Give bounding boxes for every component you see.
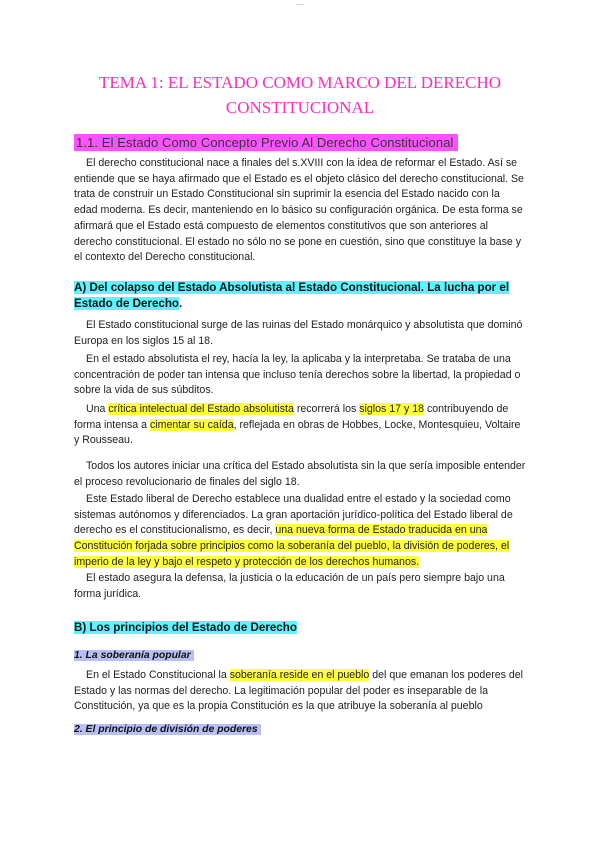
section-a-title: A) Del colapso del Estado Absolutista al Estado Constitucional. La lucha por el Estado de Derecho: [74, 281, 510, 310]
subheading-division-poderes: 2. El principio de división de poderes: [74, 724, 261, 735]
highlight-cimentar: cimentar su caída: [149, 418, 234, 431]
paragraph-b1: [74, 668, 526, 715]
paragraph-a3-text-1: Una: [86, 403, 109, 415]
highlight-critica: crítica intelectual del Estado absolutista: [108, 403, 294, 415]
paragraph-a2-text: En el estado absolutista el rey, hacía la ley, la aplicaba y la interpretaba. Se trataba de una concentración de poder tan intensa que incluso tenía derechos sobre la libertad, la propiedad o sobre la vida de sus súbditos.: [74, 353, 521, 397]
paragraph-a3-text-2: recorrerá los: [293, 403, 360, 415]
header-mark: ....: [296, 0, 304, 7]
paragraph-a3-text-4: , reflejada en obras de Hobbes, Locke, Montesquieu, Voltaire y Rousseau.: [74, 418, 521, 447]
section-b-title: B) Los principios del Estado de Derecho: [74, 621, 297, 634]
page-title: [60, 70, 540, 120]
paragraph-a1: [74, 318, 526, 349]
paragraph-b1-text-1: En el Estado Constitucional la: [86, 669, 230, 681]
paragraph-a1-text: El Estado constitucional surge de las ruinas del Estado monárquico y absolutista que dominó Europa en los siglos 15 al 18.: [74, 319, 523, 347]
highlight-siglos: siglos 17 y 18: [359, 403, 425, 415]
paragraph-a6-text: El estado asegura la defensa, la justicia o la educación de un país pero siempre bajo una forma jurídica.: [74, 572, 505, 600]
section-heading-a: [74, 280, 526, 312]
paragraph-a4-text: Todos los autores iniciar una crítica del Estado absolutista sin la que sería imposible entender el proceso revolucionario de finales del siglo 18.: [74, 460, 526, 488]
subheading-soberania: 1. La soberanía popular: [74, 650, 194, 661]
paragraph-a3-text-3: contribuyendo de forma intensa a: [74, 403, 509, 431]
title-line-2: CONSTITUCIONAL: [225, 98, 375, 117]
title-line-1: TEMA 1: EL ESTADO COMO MARCO DEL DERECHO: [98, 73, 502, 92]
highlight-nueva-forma: una nueva forma de Estado traducida en una Constitución forjada sobre principios como la soberanía del pueblo, la división de poderes, el imperio de la ley y bajo el respeto y protección de los derechos humanos.: [74, 524, 510, 568]
paragraph-a2: [74, 352, 526, 399]
section-heading-b: [74, 621, 297, 634]
paragraph-b1-text-2: del que emanan los poderes del Estado y las normas del derecho. La legitimación popular del poder es inseparable de la Constitución, ya que es la propia Constitución es la que atribuye la soberanía al pueblo: [74, 669, 524, 713]
highlight-soberania: soberanía reside en el pueblo: [229, 669, 370, 681]
paragraph-a5: [74, 492, 526, 571]
intro-text: El derecho constitucional nace a finales del s.XVIII con la idea de reformar el Estado. Así se entiende que se haya afirmado que el Estado es el objeto clásico del derecho constitucional. Se trata de construir un Estado Constitucional sin suprimir la esencia del Estado nacido con la edad moderna. Es decir, manteniendo en lo básico su configuración orgánica. De esta forma se afirmará que el Estado está compuesto de elementos constitutivos que son anteriores al derecho constitucional. El estado no sólo no se pone en cuestión, sino que constituye la base y el contexto del Derecho constitucional.: [74, 157, 524, 264]
paragraph-a3: [74, 402, 526, 449]
section-heading-1-1: 1.1. El Estado Como Concepto Previo Al Derecho Constitucional: [74, 134, 458, 151]
paragraph-a5-text: Este Estado liberal de Derecho establece una dualidad entre el estado y la sociedad como sistemas autónomos y diferenciados. La gran aportación jurídico-política del Estado liberal de derecho es el constitucionalismo, es decir,: [74, 493, 513, 537]
section-a-title-end: .: [179, 297, 183, 310]
paragraph-a4: [74, 459, 526, 490]
paragraph-a6: [74, 571, 526, 602]
intro-paragraph: [74, 156, 526, 266]
